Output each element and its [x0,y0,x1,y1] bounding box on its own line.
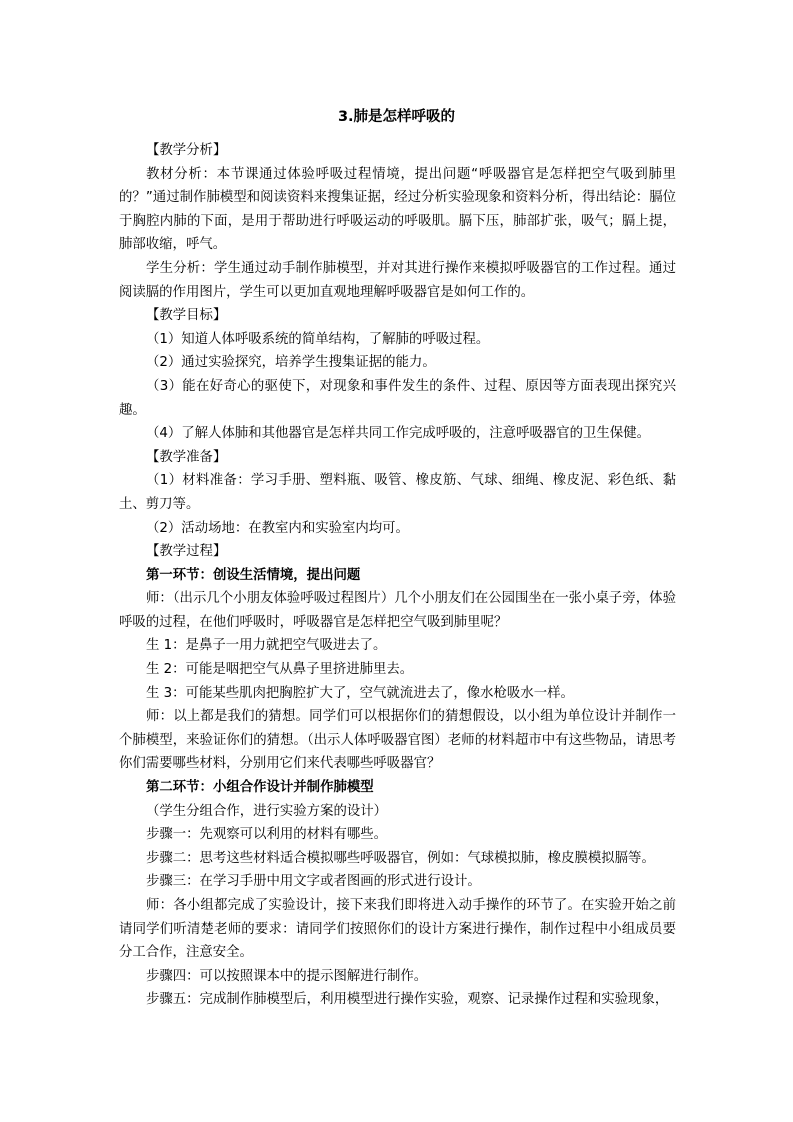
student-line-2: 生 2：可能是咽把空气从鼻子里挤进肺里去。 [146,662,414,678]
stage-2-heading: 第二环节：小组合作设计并制作肺模型 [146,780,374,796]
section-heading-process: 【教学过程】 [146,544,227,560]
step-3: 步骤三：在学习手册中用文字或者图画的形式进行设计。 [146,874,481,890]
student-line-3: 生 3：可能某些肌肉把胸腔扩大了，空气就流进去了，像水枪吸水一样。 [146,685,574,701]
preparation-item-1: （1）材料准备：学习手册、塑料瓶、吸管、橡皮筋、气球、细绳、橡皮泥、彩色纸、黏土、剪刀等。 [119,473,676,512]
goal-item-1: （1）知道人体呼吸系统的简单结构，了解肺的呼吸过程。 [146,331,490,347]
step-1: 步骤一：先观察可以利用的材料有哪些。 [146,827,388,843]
step-2: 步骤二：思考这些材料适合模拟哪些呼吸器官，例如：气球模拟肺，橡皮膜模拟膈等。 [146,850,655,866]
teacher-line-3: 师：各小组都完成了实验设计，接下来我们即将进入动手操作的环节了。在实验开始之前请同学们听清楚老师的要求：请同学们按照你们的设计方案进行操作，制作过程中小组成员要分工合作，注意安全。 [119,898,676,961]
student-line-1: 生 1：是鼻子一用力就把空气吸进去了。 [146,638,387,654]
step-4: 步骤四：可以按照课本中的提示图解进行制作。 [146,968,428,984]
group-work-note: （学生分组合作，进行实验方案的设计） [146,803,388,819]
goal-item-3: （3）能在好奇心的驱使下，对现象和事件发生的条件、过程、原因等方面表现出探究兴趣。 [119,378,676,418]
paragraph-textbook-analysis: 教材分析：本节课通过体验呼吸过程情境，提出问题“呼吸器官是怎样把空气吸到肺里的？”通过制作肺模型和阅读资料来搜集证据，经过分析实验现象和资料分析，得出结论：膈位于胸腔内肺的下面，是用于帮助进行呼吸运动的呼吸肌。膈下压，肺部扩张，吸气；膈上提，肺部收缩，呼气。 [119,166,676,253]
teacher-line-2: 师：以上都是我们的猜想。同学们可以根据你们的猜想假设，以小组为单位设计并制作一个肺模型，来验证你们的猜想。（出示人体呼吸器官图）老师的材料超市中有这些物品，请思考你们需要哪些材料，分别用它们来代表哪些呼吸器官？ [119,709,676,772]
section-heading-preparation: 【教学准备】 [146,449,227,465]
preparation-item-2: （2）活动场地：在教室内和实验室内均可。 [146,520,409,536]
page-title: 3.肺是怎样呼吸的 [337,109,456,125]
stage-1-heading: 第一环节：创设生活情境，提出问题 [146,567,361,583]
document-body [119,139,676,1012]
step-5: 步骤五：完成制作肺模型后，利用模型进行操作实验，观察、记录操作过程和实验现象， [146,992,669,1008]
teacher-line-1: 师：（出示几个小朋友体验呼吸过程图片）几个小朋友们在公园围坐在一张小桌子旁，体验呼吸的过程，在他们呼吸时，呼吸器官是怎样把空气吸到肺里呢？ [119,591,676,630]
section-heading-goals: 【教学目标】 [146,308,227,324]
goal-item-4: （4）了解人体肺和其他器官是怎样共同工作完成呼吸的，注意呼吸器官的卫生保健。 [146,426,650,442]
paragraph-student-analysis: 学生分析：学生通过动手制作肺模型，并对其进行操作来模拟呼吸器官的工作过程。通过阅读膈的作用图片，学生可以更加直观地理解呼吸器官是如何工作的。 [119,260,676,300]
section-heading-analysis: 【教学分析】 [146,143,227,158]
goal-item-2: （2）通过实验探究，培养学生搜集证据的能力。 [146,355,436,371]
